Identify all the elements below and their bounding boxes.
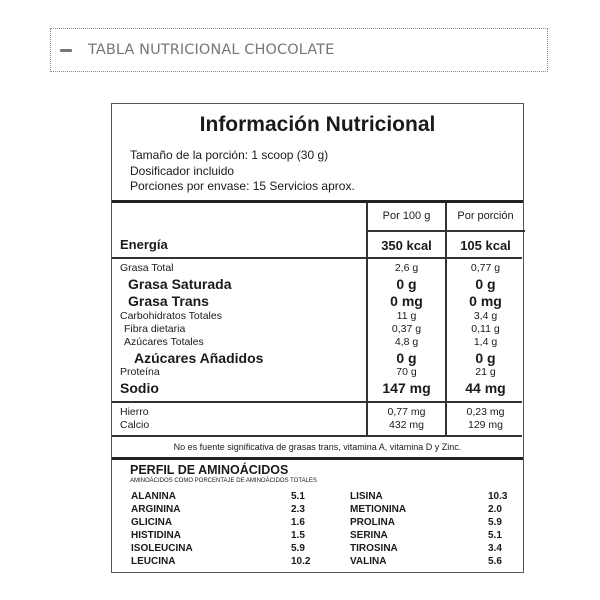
amino-acid-name: LISINA bbox=[350, 491, 383, 502]
amino-acid-value: 10.3 bbox=[488, 491, 508, 502]
mineral-per100: 432 mg bbox=[388, 419, 425, 431]
nutrient-per-serving: 0,11 g bbox=[471, 323, 500, 335]
amino-acid-value: 5.6 bbox=[488, 555, 502, 567]
nutrient-per-serving: 3,4 g bbox=[473, 310, 498, 322]
dispenser-note: Dosificador incluido bbox=[130, 163, 235, 178]
divider bbox=[366, 230, 525, 232]
nutrient-label: Sodio bbox=[120, 380, 159, 396]
col-header-per-serving: Por porción bbox=[457, 210, 514, 222]
mineral-per-serving: 129 mg bbox=[467, 419, 504, 431]
mineral-per-serving: 0,23 mg bbox=[466, 406, 505, 418]
amino-acid-value: 5.9 bbox=[291, 542, 305, 554]
nutrient-per-serving: 0 g bbox=[475, 276, 496, 292]
accordion-title: TABLA NUTRICIONAL CHOCOLATE bbox=[88, 42, 335, 58]
nutrient-per-serving: 21 g bbox=[475, 366, 496, 378]
divider bbox=[112, 257, 522, 259]
servings-per-container: Porciones por envase: 15 Servicios aprox. bbox=[130, 179, 355, 193]
nutrient-label: Grasa Total bbox=[120, 262, 174, 274]
divider bbox=[112, 200, 523, 203]
energy-per100: 350 kcal bbox=[381, 238, 432, 253]
nutrient-per100: 4,8 g bbox=[394, 336, 419, 348]
nutrient-label: Azúcares Totales bbox=[124, 336, 204, 348]
nutrient-label: Azúcares Añadidos bbox=[134, 350, 264, 366]
amino-acid-value: 3.4 bbox=[488, 542, 502, 554]
accordion-header[interactable] bbox=[50, 28, 548, 72]
amino-title: PERFIL DE AMINOÁCIDOS bbox=[130, 463, 289, 477]
nutrient-per-serving: 0 g bbox=[475, 350, 496, 366]
nutrient-label: Proteína bbox=[120, 366, 160, 378]
nutrient-per-serving: 0 mg bbox=[469, 293, 502, 309]
nutrient-per-serving: 44 mg bbox=[465, 380, 506, 396]
amino-acid-name: HISTIDINA bbox=[131, 529, 181, 541]
amino-acid-value: 5.1 bbox=[488, 529, 502, 541]
col-header-per100: Por 100 g bbox=[382, 210, 431, 222]
amino-acid-name: SERINA bbox=[350, 529, 388, 541]
nutrient-label: Grasa Saturada bbox=[128, 276, 232, 292]
amino-acid-value: 10.2 bbox=[291, 555, 311, 567]
nutrient-label: Carbohidratos Totales bbox=[120, 310, 222, 322]
nutrient-per100: 0 g bbox=[396, 350, 417, 366]
amino-acid-name: PROLINA bbox=[350, 516, 395, 528]
serving-size: Tamaño de la porción: 1 scoop (30 g) bbox=[130, 148, 329, 162]
divider bbox=[112, 435, 522, 437]
amino-acid-value: 2.0 bbox=[488, 503, 502, 515]
footnote: No es fuente significativa de grasas trans, vitamina A, vitamina D y Zinc. bbox=[173, 442, 462, 452]
amino-acid-name: TIROSINA bbox=[350, 542, 398, 554]
nutrient-per100: 11 g bbox=[396, 310, 417, 322]
amino-acid-name: LEUCINA bbox=[131, 555, 176, 567]
amino-acid-name: ARGININA bbox=[131, 503, 181, 515]
amino-acid-value: 5.1 bbox=[291, 491, 305, 502]
divider bbox=[112, 457, 523, 460]
amino-acid-name: GLICINA bbox=[131, 516, 173, 528]
mineral-label: Hierro bbox=[120, 406, 149, 418]
amino-acid-value: 1.6 bbox=[291, 516, 305, 528]
nutrition-label bbox=[111, 103, 524, 573]
energy-label: Energía bbox=[120, 237, 168, 252]
nutrient-label: Grasa Trans bbox=[128, 293, 209, 309]
nutrient-per100: 70 g bbox=[396, 366, 417, 378]
amino-acid-name: ISOLEUCINA bbox=[131, 542, 193, 554]
divider bbox=[112, 401, 522, 403]
nutrient-per100: 2,6 g bbox=[394, 262, 419, 274]
mineral-label: Calcio bbox=[120, 419, 150, 431]
amino-acid-name: METIONINA bbox=[350, 503, 407, 515]
amino-acid-name: VALINA bbox=[350, 555, 387, 567]
nutrient-per-serving: 0,77 g bbox=[470, 262, 501, 274]
serving-info bbox=[130, 148, 355, 195]
amino-subtitle: AMINOÁCIDOS COMO PORCENTAJE DE AMINOÁCIDOS TOTALES bbox=[130, 478, 317, 484]
nutrient-per-serving: 1,4 g bbox=[473, 336, 498, 348]
nutrient-per100: 147 mg bbox=[382, 380, 431, 396]
nutrient-per100: 0 g bbox=[396, 276, 417, 292]
amino-acid-value: 2.3 bbox=[291, 503, 305, 515]
nutrient-per100: 0 mg bbox=[390, 293, 423, 309]
amino-acid-name: ALANINA bbox=[131, 491, 176, 502]
minus-icon bbox=[60, 49, 72, 52]
mineral-per100: 0,77 mg bbox=[387, 406, 426, 418]
nutrient-per100: 0,37 g bbox=[391, 323, 422, 335]
amino-acid-value: 1.5 bbox=[291, 529, 305, 541]
nutrient-label: Fibra dietaria bbox=[124, 323, 186, 335]
amino-acid-value: 5.9 bbox=[488, 516, 502, 528]
energy-per-serving: 105 kcal bbox=[460, 238, 511, 253]
label-title: Información Nutricional bbox=[199, 113, 436, 136]
